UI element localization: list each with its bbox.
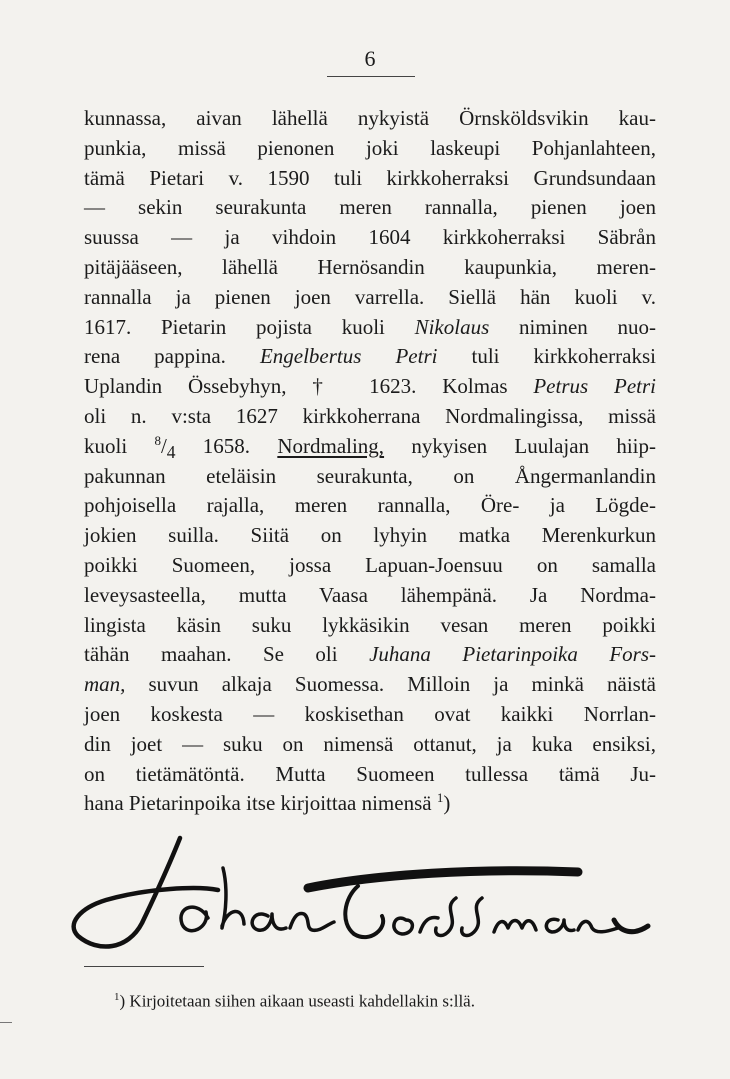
text-line xyxy=(84,432,656,462)
text-segment: oli n. v:sta 1627 kirkkoherrana Nordmalingissa, missä xyxy=(84,403,656,428)
text-segment: rannalla ja pienen joen varrella. Siellä hän kuoli v. xyxy=(84,284,656,309)
text-line xyxy=(84,462,656,492)
text-segment: — sekin seurakunta meren rannalla, pienen joen xyxy=(84,195,656,220)
text-segment: leveysasteella, mutta Vaasa lähempänä. Ja Nordma- xyxy=(84,582,656,607)
text-segment: ) xyxy=(443,791,451,816)
text-line xyxy=(84,581,656,611)
text-line xyxy=(84,700,656,730)
text-segment: 4 xyxy=(166,441,176,462)
text-line xyxy=(84,789,656,819)
body-text xyxy=(84,104,656,819)
text-segment: man, xyxy=(84,672,126,697)
text-segment: pakunnan eteläisin seurakunta, on Ångermanlandin xyxy=(84,463,656,488)
text-segment: Petrus Petri xyxy=(533,374,656,399)
text-segment: hana Pietarinpoika itse kirjoittaa nimensä xyxy=(84,791,437,816)
text-line xyxy=(84,640,656,670)
footnote xyxy=(114,986,674,1013)
text-line xyxy=(84,372,656,402)
text-segment: Juhana Pietarinpoika Fors- xyxy=(369,642,656,667)
text-segment: kunnassa, aivan lähellä nykyistä Örnsköldsvikin kau- xyxy=(84,106,656,130)
text-segment: pohjoisella rajalla, meren rannalla, Öre- ja Lögde- xyxy=(84,493,656,518)
text-segment: 1 xyxy=(436,790,444,806)
text-line xyxy=(84,670,656,700)
text-segment: suussa — ja vihdoin 1604 kirkkoherraksi Säbrån xyxy=(84,225,656,250)
text-segment: suvun alkaja Suomessa. Milloin ja minkä näistä xyxy=(125,672,656,697)
text-segment: tämä Pietari v. 1590 tuli kirkkoherraksi Grundsundaan xyxy=(84,165,656,190)
text-line xyxy=(84,223,656,253)
text-segment: 1658. xyxy=(175,433,278,458)
page-number-rule xyxy=(327,76,415,77)
text-line xyxy=(84,193,656,223)
footnote-marker: 1 xyxy=(114,991,120,1003)
text-segment: nykyisen Luulajan hiip- xyxy=(384,433,656,458)
text-segment: punkia, missä pienonen joki laskeupi Pohjanlahteen, xyxy=(84,135,656,160)
footnote-rule xyxy=(84,966,204,967)
text-line xyxy=(84,313,656,343)
text-segment: Nordmaling, xyxy=(277,433,385,458)
handwritten-signature xyxy=(58,828,658,958)
text-line xyxy=(84,104,656,134)
text-line xyxy=(84,760,656,790)
text-segment: 1617. Pietarin pojista kuoli xyxy=(84,314,415,339)
text-segment: kuoli xyxy=(84,433,155,458)
edge-mark xyxy=(0,1022,12,1023)
text-line xyxy=(84,730,656,760)
text-line xyxy=(84,253,656,283)
text-line xyxy=(84,402,656,432)
text-segment: tähän maahan. Se oli xyxy=(84,642,370,667)
text-segment: rena pappina. xyxy=(84,344,260,369)
text-segment: jokien suilla. Siitä on lyhyin matka Merenkurkun xyxy=(84,523,656,548)
text-line xyxy=(84,283,656,313)
text-segment: pitäjääseen, lähellä Hernösandin kaupunkia, meren- xyxy=(84,254,656,279)
text-segment: Engelbertus Petri xyxy=(259,344,438,369)
footnote-text: ) Kirjoitetaan siihen aikaan useasti kahdellakin s:llä. xyxy=(119,991,475,1011)
text-segment: poikki Suomeen, jossa Lapuan-Joensuu on samalla xyxy=(84,552,656,577)
text-segment: Nikolaus xyxy=(414,314,490,339)
text-line xyxy=(84,164,656,194)
page-number: 6 xyxy=(364,46,376,71)
text-line xyxy=(84,521,656,551)
text-line xyxy=(84,551,656,581)
text-segment: Uplandin Össebyhyn, † 1623. Kolmas xyxy=(84,374,534,399)
text-segment: / xyxy=(160,433,167,458)
text-segment: joen koskesta — koskisethan ovat kaikki Norrlan- xyxy=(84,701,656,726)
text-line xyxy=(84,611,656,641)
text-segment: on tietämätöntä. Mutta Suomeen tullessa tämä Ju- xyxy=(84,761,656,786)
text-line xyxy=(84,491,656,521)
text-segment: niminen nuo- xyxy=(489,314,656,339)
text-line xyxy=(84,342,656,372)
text-segment: lingista käsin suku lykkäsikin vesan meren poikki xyxy=(84,612,656,637)
text-segment: din joet — suku on nimensä ottanut, ja kuka ensiksi, xyxy=(84,731,656,756)
text-segment: 8 xyxy=(154,432,161,448)
text-line xyxy=(84,134,656,164)
text-segment: tuli kirkkoherraksi xyxy=(437,344,656,369)
